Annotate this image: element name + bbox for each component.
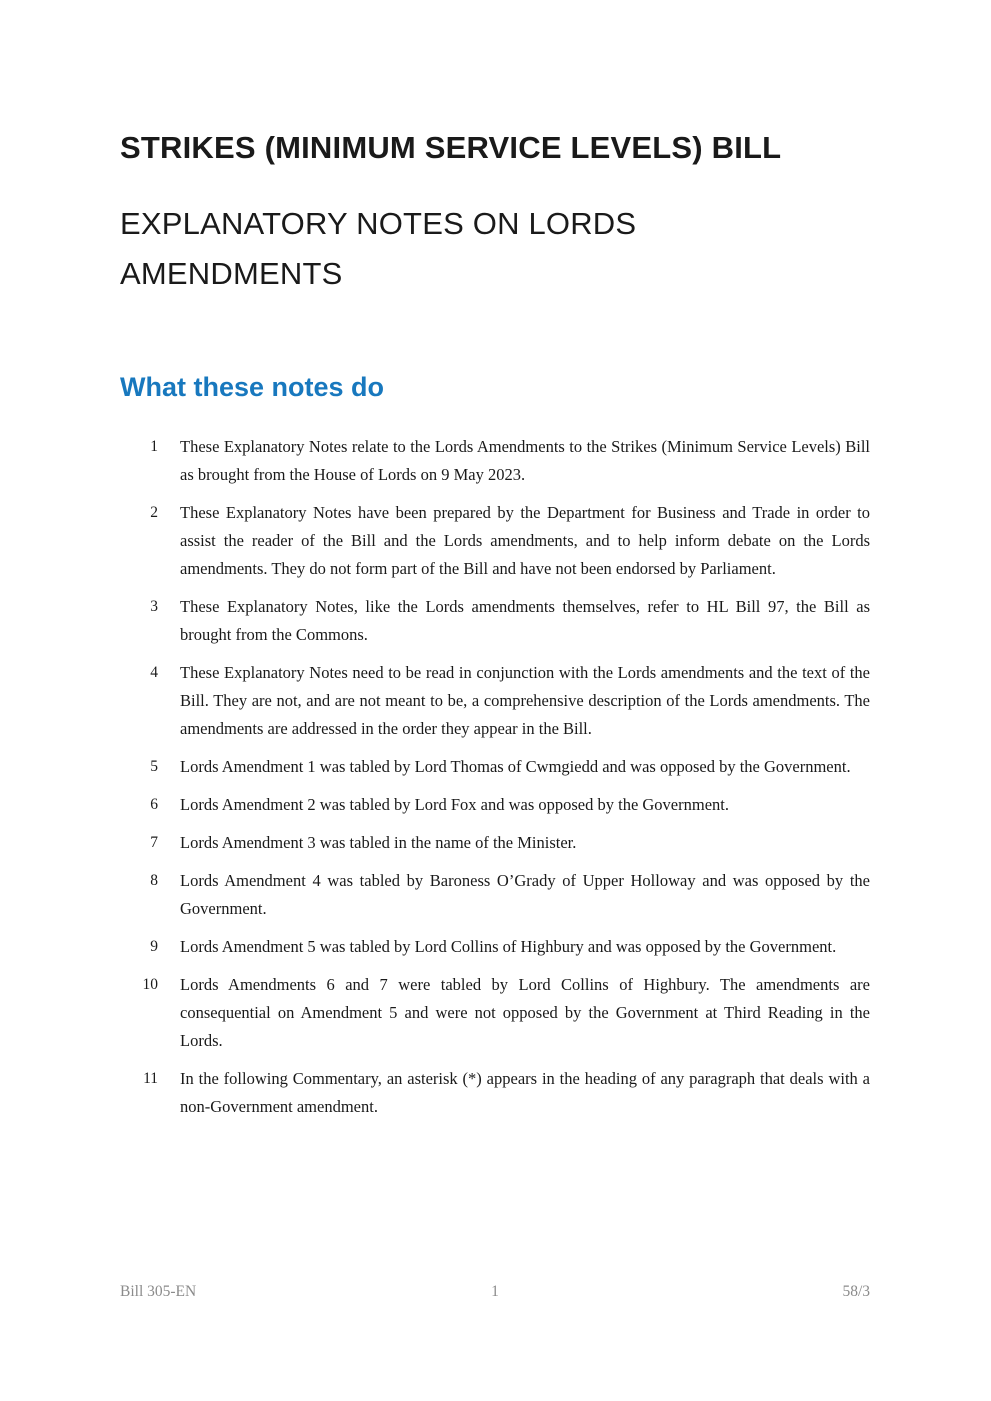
section-heading: What these notes do xyxy=(120,371,385,402)
paragraph-3 xyxy=(120,593,870,649)
paragraph-8 xyxy=(120,867,870,923)
paragraph-10 xyxy=(120,971,870,1055)
paragraph-number: 9 xyxy=(150,938,158,956)
paragraph-5 xyxy=(120,753,870,781)
paragraph-number: 1 xyxy=(150,438,158,456)
footer-page-number: 1 xyxy=(491,1283,499,1300)
paragraph-1 xyxy=(120,433,870,489)
paragraph-text: Lords Amendment 3 was tabled in the name of the Minister. xyxy=(180,833,577,853)
paragraph-number: 3 xyxy=(150,598,158,616)
paragraph-text: Lords Amendment 1 was tabled by Lord Thomas of Cwmgiedd and was opposed by the Government. xyxy=(180,757,851,777)
paragraph-number: 6 xyxy=(150,796,158,814)
paragraph-number: 7 xyxy=(150,834,158,852)
paragraph-2 xyxy=(120,499,870,583)
paragraph-number: 5 xyxy=(150,758,158,776)
paragraph-text: Lords Amendments 6 and 7 were tabled by Lord Collins of Highbury. The amendments are consequential on Amendment 5 and were not opposed by the Government at Third Reading in the Lords. xyxy=(180,975,870,1051)
paragraph-number: 8 xyxy=(150,872,158,890)
paragraph-number: 10 xyxy=(142,976,158,994)
page-footer xyxy=(120,1283,870,1301)
paragraph-list xyxy=(120,433,870,1121)
paragraph-text: Lords Amendment 4 was tabled by Baroness O’Grady of Upper Holloway and was opposed by the Government. xyxy=(180,871,870,919)
paragraph-text: These Explanatory Notes relate to the Lords Amendments to the Strikes (Minimum Service Levels) Bill as brought from the House of Lords on 9 May 2023. xyxy=(180,437,870,485)
footer-bill-number: Bill 305-EN xyxy=(120,1283,197,1300)
paragraph-text: Lords Amendment 2 was tabled by Lord Fox and was opposed by the Government. xyxy=(180,795,729,815)
paragraph-4 xyxy=(120,659,870,743)
paragraph-number: 4 xyxy=(150,664,158,682)
paragraph-number: 2 xyxy=(150,504,158,522)
paragraph-text: These Explanatory Notes need to be read in conjunction with the Lords amendments and the text of the Bill. They are not, and are not meant to be, a comprehensive description of the Lords amendments. The amendments are addressed in the order they appear in the Bill. xyxy=(180,663,870,739)
paragraph-number: 11 xyxy=(143,1070,158,1088)
paragraph-7 xyxy=(120,829,870,857)
paragraph-9 xyxy=(120,933,870,961)
paragraph-text: In the following Commentary, an asterisk (*) appears in the heading of any paragraph that deals with a non-Government amendment. xyxy=(180,1069,870,1117)
paragraph-text: Lords Amendment 5 was tabled by Lord Collins of Highbury and was opposed by the Government. xyxy=(180,937,837,957)
paragraph-6 xyxy=(120,791,870,819)
document-subtitle: EXPLANATORY NOTES ON LORDS AMENDMENTS xyxy=(120,205,637,291)
paragraph-text: These Explanatory Notes, like the Lords amendments themselves, refer to HL Bill 97, the Bill as brought from the Commons. xyxy=(180,597,870,645)
paragraph-11 xyxy=(120,1065,870,1121)
document-title: STRIKES (MINIMUM SERVICE LEVELS) BILL xyxy=(120,130,782,165)
footer-serial-number: 58/3 xyxy=(842,1283,870,1300)
paragraph-text: These Explanatory Notes have been prepared by the Department for Business and Trade in order to assist the reader of the Bill and the Lords amendments, and to help inform debate on the Lords amendments. They do not form part of the Bill and have not been endorsed by Parliament. xyxy=(180,503,870,579)
